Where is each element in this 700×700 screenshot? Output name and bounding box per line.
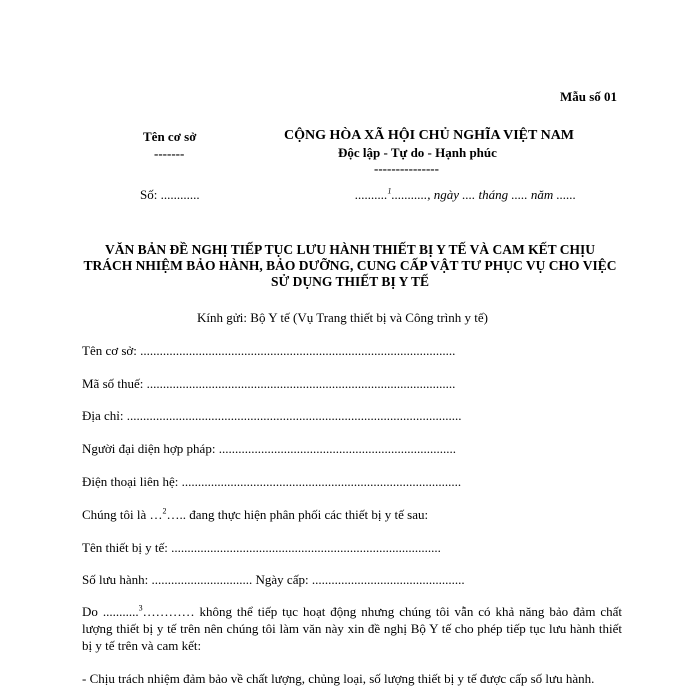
date-placeholder: ..........., ngày .... tháng ..... năm ...... [391,187,577,202]
tax-code-field: Mã số thuế: ............................................................................................... [82,376,456,391]
phone-field: Điện thoại liên hệ: ...................................................................................... [82,474,462,489]
reason-paragraph [82,603,622,654]
address-field: Địa chỉ: ....................................................................................................... [82,408,462,423]
place-date-line [355,187,576,203]
document-title: VĂN BẢN ĐỀ NGHỊ TIẾP TỤC LƯU HÀNH THIẾT BỊ Y TẾ VÀ CAM KẾT CHỊU TRÁCH NHIỆM BẢO HÀNH, BẢO DƯỠNG, CUNG CẤP VẬT TƯ PHỤC VỤ CHO VIỆC SỬ DỤNG THIẾT BỊ Y TẾ [83,242,617,289]
national-title: CỘNG HÒA XÃ HỘI CHỦ NGHĨA VIỆT NAM [284,128,575,143]
legal-representative-field: Người đại diện hợp pháp: ......................................................................... [82,441,456,456]
footnote-ref-2: 2 [162,506,167,516]
recipient-line: Kính gửi: Bộ Y tế (Vụ Trang thiết bị và Công trình y tế) [197,310,488,325]
document-number: Số: ............ [140,187,200,202]
distribution-prefix: Chúng tôi là … [82,507,163,522]
distribution-suffix: ….. đang thực hiện phân phối các thiết bị y tế sau: [166,507,429,522]
motto-divider: --------------- [374,161,439,176]
facility-name-header: Tên cơ sở [143,129,197,144]
place-placeholder: .......... [355,187,388,202]
footnote-ref-1: 1 [387,186,392,196]
reason-prefix: Do ........... [82,604,139,619]
commitment-item: - Chịu trách nhiệm đảm bảo về chất lượng, chủng loại, số lượng thiết bị y tế được cấp số lưu hành. [82,671,595,686]
registration-field: Số lưu hành: ............................... Ngày cấp: ............................................... [82,572,465,587]
facility-name-divider: ------- [154,146,185,161]
national-motto: Độc lập - Tự do - Hạnh phúc [338,145,497,160]
footnote-ref-3: 3 [138,603,143,613]
reason-body: ………… không thể tiếp tục hoạt động nhưng chúng tôi vẫn có khả năng bảo đảm chất lượng thiết bị y tế trên nên chúng tôi làm văn này xin đề nghị Bộ Y tế cho phép tiếp tục lưu hành thiết bị y tế trên và cam kết: [82,604,623,653]
device-name-field: Tên thiết bị y tế: ................................................................................... [82,540,441,555]
facility-name-field: Tên cơ sở: ................................................................................................. [82,343,456,358]
form-number: Mẫu số 01 [560,89,618,104]
distribution-statement [82,507,428,523]
